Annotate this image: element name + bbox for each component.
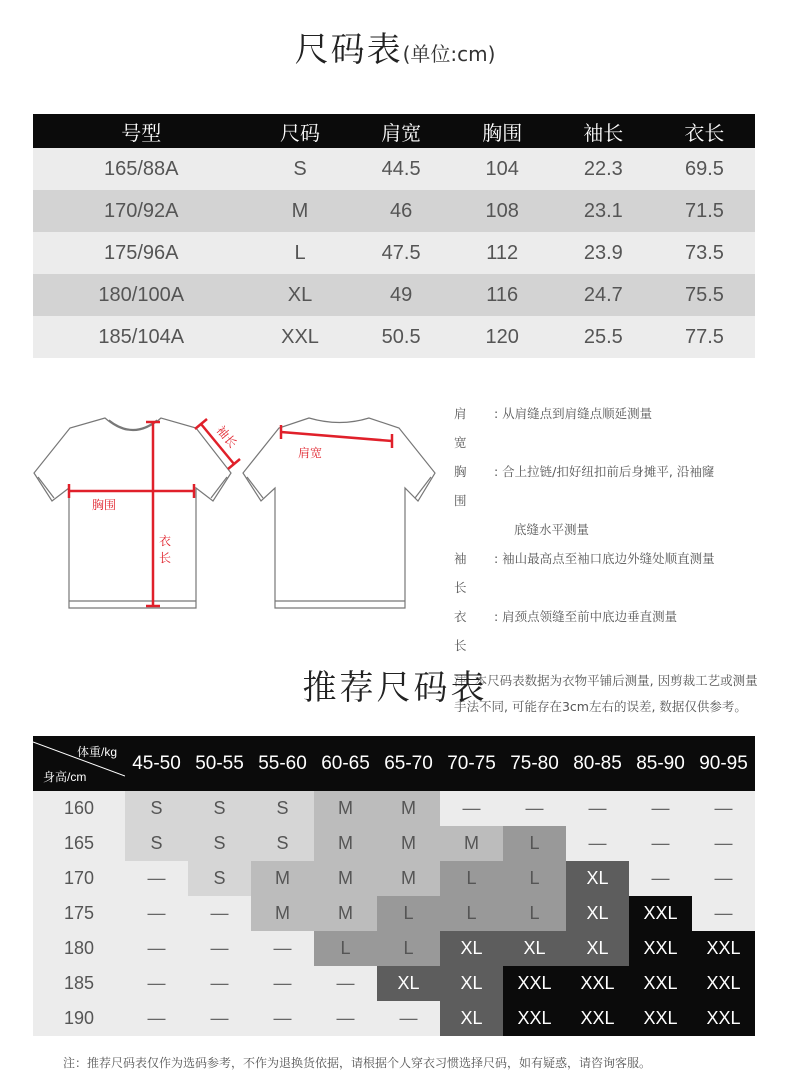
size-cell: L bbox=[440, 861, 503, 896]
size-cell: — bbox=[314, 966, 377, 1001]
size-cell: — bbox=[692, 791, 755, 826]
table-cell: 23.9 bbox=[553, 232, 654, 274]
size-cell: L bbox=[314, 931, 377, 966]
size-cell: — bbox=[188, 896, 251, 931]
size-cell: — bbox=[125, 931, 188, 966]
size-cell: M bbox=[314, 896, 377, 931]
recommended-table-body bbox=[33, 791, 755, 1036]
note-length: 衣长 : 肩颈点领缝至前中底边垂直测量 bbox=[454, 609, 678, 653]
size-cell: — bbox=[566, 826, 629, 861]
weight-header: 90-95 bbox=[692, 736, 755, 791]
size-cell: L bbox=[503, 861, 566, 896]
height-label: 160 bbox=[33, 791, 125, 826]
size-cell: XL bbox=[566, 896, 629, 931]
measurement-remark: 注: 本尺码表数据为衣物平铺后测量, 因剪裁工艺或测量手法不同, 可能存在3cm左右的误差, 数据仅供参考。 bbox=[454, 673, 758, 714]
size-cell: XXL bbox=[692, 966, 755, 1001]
table-cell: 75.5 bbox=[654, 274, 755, 316]
size-cell: S bbox=[251, 791, 314, 826]
size-cell: S bbox=[188, 861, 251, 896]
size-cell: XL bbox=[440, 1001, 503, 1036]
corner-weight-label: 体重/kg bbox=[76, 745, 117, 759]
size-cell: — bbox=[377, 1001, 440, 1036]
table-row bbox=[33, 896, 755, 931]
table-cell: 69.5 bbox=[654, 148, 755, 190]
size-cell: — bbox=[188, 1001, 251, 1036]
size-cell: — bbox=[125, 966, 188, 1001]
header-model: 号型 bbox=[33, 114, 249, 148]
table-cell: 112 bbox=[452, 232, 553, 274]
table-cell: 185/104A bbox=[33, 316, 249, 358]
size-cell: — bbox=[629, 826, 692, 861]
weight-header: 60-65 bbox=[314, 736, 377, 791]
table-row bbox=[33, 966, 755, 1001]
table-row bbox=[33, 274, 755, 316]
size-cell: S bbox=[125, 791, 188, 826]
height-label: 185 bbox=[33, 966, 125, 1001]
table-cell: 116 bbox=[452, 274, 553, 316]
size-cell: M bbox=[377, 861, 440, 896]
size-cell: — bbox=[251, 1001, 314, 1036]
tshirt-diagram bbox=[30, 405, 440, 619]
recommended-size-title: 推荐尺码表 bbox=[302, 668, 488, 708]
table-cell: 180/100A bbox=[33, 274, 249, 316]
size-cell: XL bbox=[503, 931, 566, 966]
sleeve-label: 袖长 bbox=[213, 423, 240, 451]
table-row bbox=[33, 316, 755, 358]
weight-header: 75-80 bbox=[503, 736, 566, 791]
height-label: 175 bbox=[33, 896, 125, 931]
weight-header: 45-50 bbox=[125, 736, 188, 791]
size-cell: — bbox=[692, 826, 755, 861]
table-row bbox=[33, 190, 755, 232]
size-cell: S bbox=[125, 826, 188, 861]
size-cell: — bbox=[629, 861, 692, 896]
table-cell: 49 bbox=[351, 274, 452, 316]
header-length: 衣长 bbox=[654, 114, 755, 148]
weight-header: 85-90 bbox=[629, 736, 692, 791]
table-cell: 23.1 bbox=[553, 190, 654, 232]
table-cell: 170/92A bbox=[33, 190, 249, 232]
table-cell: 25.5 bbox=[553, 316, 654, 358]
size-table-header bbox=[33, 114, 755, 148]
size-cell: XXL bbox=[692, 931, 755, 966]
size-cell: M bbox=[377, 791, 440, 826]
size-cell: S bbox=[188, 826, 251, 861]
table-row bbox=[33, 1001, 755, 1036]
table-cell: XXL bbox=[249, 316, 350, 358]
height-label: 170 bbox=[33, 861, 125, 896]
table-cell: 71.5 bbox=[654, 190, 755, 232]
table-cell: S bbox=[249, 148, 350, 190]
size-cell: XL bbox=[566, 861, 629, 896]
size-chart-title-main: 尺码表 bbox=[294, 30, 403, 70]
shoulder-label: 肩宽 bbox=[298, 446, 323, 460]
size-cell: S bbox=[188, 791, 251, 826]
table-cell: 22.3 bbox=[553, 148, 654, 190]
size-cell: XXL bbox=[629, 896, 692, 931]
size-cell: XL bbox=[566, 931, 629, 966]
recommended-size-table bbox=[33, 736, 755, 1036]
table-row bbox=[33, 826, 755, 861]
size-cell: M bbox=[251, 896, 314, 931]
note-chest: 胸围 : 合上拉链/扣好纽扣前后身摊平, 沿袖窿 bbox=[454, 464, 715, 508]
size-cell: L bbox=[503, 896, 566, 931]
size-cell: M bbox=[440, 826, 503, 861]
table-cell: M bbox=[249, 190, 350, 232]
size-cell: XXL bbox=[503, 1001, 566, 1036]
table-cell: 24.7 bbox=[553, 274, 654, 316]
header-size: 尺码 bbox=[249, 114, 350, 148]
table-row bbox=[33, 861, 755, 896]
height-label: 190 bbox=[33, 1001, 125, 1036]
height-label: 165 bbox=[33, 826, 125, 861]
table-row bbox=[33, 148, 755, 190]
size-cell: — bbox=[125, 1001, 188, 1036]
size-cell: M bbox=[314, 861, 377, 896]
size-cell: — bbox=[440, 791, 503, 826]
size-cell: XXL bbox=[629, 1001, 692, 1036]
table-cell: 77.5 bbox=[654, 316, 755, 358]
size-cell: — bbox=[251, 931, 314, 966]
corner-cell bbox=[33, 736, 125, 791]
size-cell: — bbox=[692, 896, 755, 931]
size-cell: — bbox=[125, 896, 188, 931]
size-cell: — bbox=[692, 861, 755, 896]
size-cell: M bbox=[377, 826, 440, 861]
size-cell: — bbox=[188, 931, 251, 966]
size-cell: — bbox=[503, 791, 566, 826]
size-cell: L bbox=[440, 896, 503, 931]
note-chest-cont: 底缝水平测量 bbox=[514, 522, 590, 537]
size-cell: — bbox=[566, 791, 629, 826]
svg-text:长: 长 bbox=[159, 551, 172, 565]
size-cell: L bbox=[503, 826, 566, 861]
size-table-body bbox=[33, 148, 755, 358]
note-sleeve: 袖长 : 袖山最高点至袖口底边外缝处顺直测量 bbox=[454, 551, 715, 595]
size-cell: XXL bbox=[692, 1001, 755, 1036]
size-cell: M bbox=[251, 861, 314, 896]
table-cell: 46 bbox=[351, 190, 452, 232]
size-cell: XXL bbox=[566, 966, 629, 1001]
corner-height-label: 身高/cm bbox=[43, 770, 87, 784]
size-cell: L bbox=[377, 896, 440, 931]
weight-header: 55-60 bbox=[251, 736, 314, 791]
back-shirt-outline bbox=[243, 418, 435, 608]
size-cell: XXL bbox=[629, 931, 692, 966]
size-cell: XL bbox=[440, 966, 503, 1001]
table-cell: 47.5 bbox=[351, 232, 452, 274]
length-label bbox=[159, 534, 171, 565]
table-cell: 108 bbox=[452, 190, 553, 232]
weight-header: 70-75 bbox=[440, 736, 503, 791]
size-cell: — bbox=[125, 861, 188, 896]
table-row bbox=[33, 791, 755, 826]
header-chest: 胸围 bbox=[452, 114, 553, 148]
weight-header: 65-70 bbox=[377, 736, 440, 791]
table-cell: 120 bbox=[452, 316, 553, 358]
size-cell: L bbox=[377, 931, 440, 966]
table-cell: 73.5 bbox=[654, 232, 755, 274]
table-cell: L bbox=[249, 232, 350, 274]
size-cell: XL bbox=[377, 966, 440, 1001]
size-cell: — bbox=[629, 791, 692, 826]
weight-header: 80-85 bbox=[566, 736, 629, 791]
size-cell: — bbox=[188, 966, 251, 1001]
tshirt-diagram-svg bbox=[30, 405, 440, 615]
size-cell: M bbox=[314, 791, 377, 826]
table-row bbox=[33, 232, 755, 274]
chest-label: 胸围 bbox=[92, 498, 117, 512]
height-label: 180 bbox=[33, 931, 125, 966]
size-cell: M bbox=[314, 826, 377, 861]
front-shirt-outline bbox=[34, 418, 231, 608]
weight-header: 50-55 bbox=[188, 736, 251, 791]
size-cell: — bbox=[251, 966, 314, 1001]
size-cell: S bbox=[251, 826, 314, 861]
footnote: 注：推荐尺码表仅作为选码参考，不作为退换货依据，请根据个人穿衣习惯选择尺码，如有疑惑，请咨询客服。 bbox=[63, 1056, 652, 1070]
table-cell: 50.5 bbox=[351, 316, 452, 358]
header-shoulder: 肩宽 bbox=[351, 114, 452, 148]
table-cell: 44.5 bbox=[351, 148, 452, 190]
size-cell: XL bbox=[440, 931, 503, 966]
table-cell: 165/88A bbox=[33, 148, 249, 190]
table-cell: 175/96A bbox=[33, 232, 249, 274]
size-table bbox=[33, 114, 755, 358]
size-cell: XXL bbox=[566, 1001, 629, 1036]
svg-text:衣: 衣 bbox=[159, 534, 172, 548]
recommended-table-header bbox=[33, 736, 755, 791]
header-sleeve: 袖长 bbox=[553, 114, 654, 148]
size-cell: — bbox=[314, 1001, 377, 1036]
note-shoulder: 肩宽 : 从肩缝点到肩缝点顺延测量 bbox=[454, 406, 653, 450]
size-chart-title-unit: (单位:cm) bbox=[402, 42, 496, 66]
size-cell: XXL bbox=[629, 966, 692, 1001]
table-cell: 104 bbox=[452, 148, 553, 190]
table-cell: XL bbox=[249, 274, 350, 316]
size-cell: XXL bbox=[503, 966, 566, 1001]
table-row bbox=[33, 931, 755, 966]
size-chart-title bbox=[0, 22, 790, 71]
